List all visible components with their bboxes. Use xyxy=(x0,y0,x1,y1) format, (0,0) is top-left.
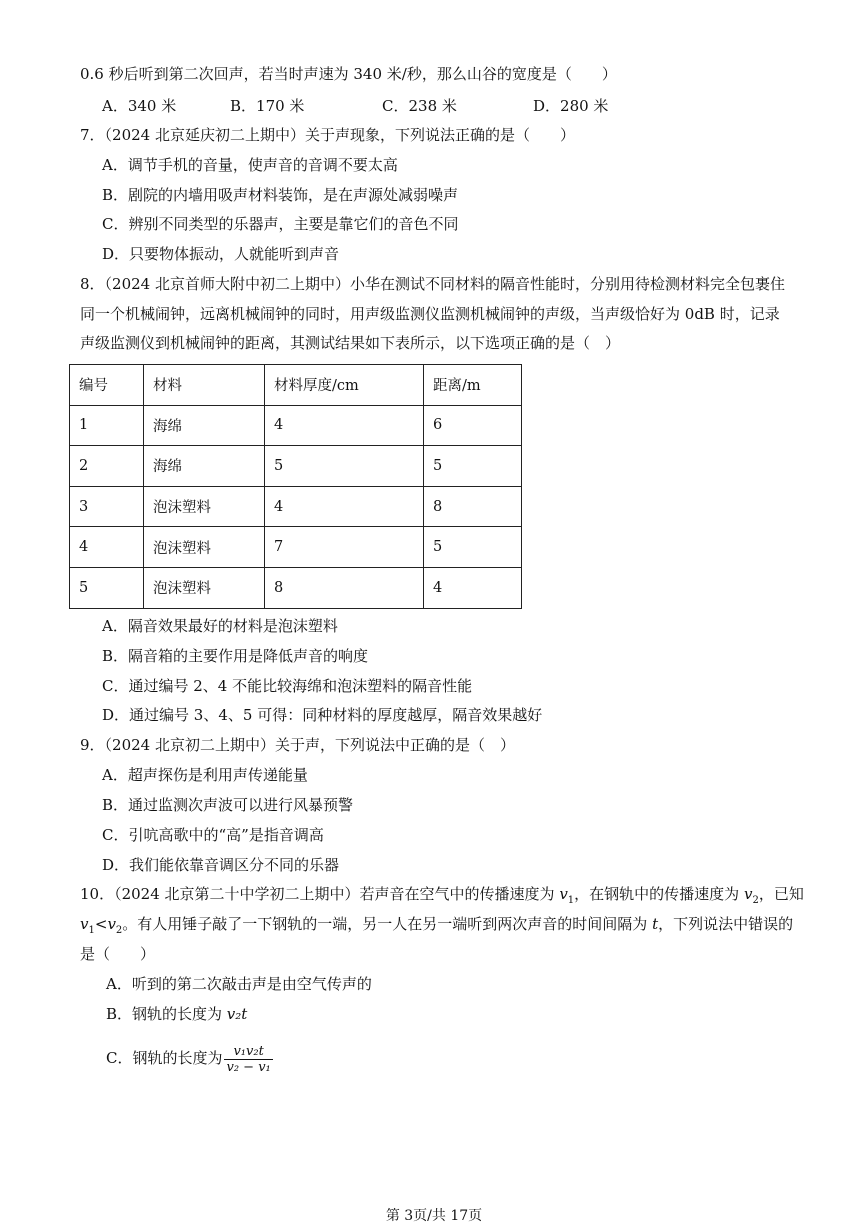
q6-stem: 0.6 秒后听到第二次回声，若当时声速为 340 米/秒，那么山谷的宽度是（ ） xyxy=(80,65,617,83)
table-cell: 3 xyxy=(70,486,144,527)
q10-option-c-fraction xyxy=(224,1044,272,1075)
q9-stem: 9．（2024 北京初二上期中）关于声，下列说法中正确的是（ ） xyxy=(80,736,515,754)
q7-option-d: D．只要物体振动，人就能听到声音 xyxy=(102,245,340,263)
q10-option-c-text: C．钢轨的长度为 xyxy=(106,1049,223,1067)
q7-stem: 7．（2024 北京延庆初二上期中）关于声现象，下列说法正确的是（ ） xyxy=(80,126,575,144)
q9-option-d: D．我们能依靠音调区分不同的乐器 xyxy=(102,856,340,874)
table-cell: 海绵 xyxy=(144,446,265,487)
table-cell: 5 xyxy=(424,446,522,487)
q9-option-a: A．超声探伤是利用声传递能量 xyxy=(102,766,308,784)
table-header-cell: 材料厚度/cm xyxy=(265,365,424,406)
q10-var-v: v xyxy=(743,885,753,903)
table-header-cell: 材料 xyxy=(144,365,265,406)
q6-option-d: D．280 米 xyxy=(533,97,609,115)
q10-stem-line-3: 是（ ） xyxy=(80,945,156,963)
q8-stem-line-2: 同一个机械闹钟，远离机械闹钟的同时，用声级监测仪监测机械闹钟的声级，当声级恰好为 0dB 时，记录 xyxy=(80,305,780,323)
q8-option-b: B．隔音箱的主要作用是降低声音的响度 xyxy=(102,647,369,665)
q10-var-v: v xyxy=(559,885,568,903)
q6-option-c: C．238 米 xyxy=(382,97,457,115)
table-cell: 8 xyxy=(424,486,522,527)
table-cell: 泡沫塑料 xyxy=(144,486,265,527)
q10-sub: 1 xyxy=(567,895,575,906)
q10-stem-text: ，下列说法中错误的 xyxy=(658,915,794,933)
q10-var-v: v xyxy=(80,915,89,933)
q6-option-a: A．340 米 xyxy=(102,97,177,115)
q10-option-b xyxy=(106,1004,247,1024)
q10-stem-text: ，在钢轨中的传播速度为 xyxy=(574,885,744,903)
table-cell: 5 xyxy=(70,567,144,608)
table-cell: 2 xyxy=(70,446,144,487)
table-cell: 8 xyxy=(265,567,424,608)
table-cell: 海绵 xyxy=(144,405,265,446)
q7-option-a: A．调节手机的音量，使声音的音调不要太高 xyxy=(102,156,398,174)
q9-option-c: C．引吭高歌中的“高”是指音调高 xyxy=(102,826,324,844)
q10-option-a: A．听到的第二次敲击声是由空气传声的 xyxy=(106,975,372,993)
table-cell: 4 xyxy=(265,486,424,527)
q8-option-a: A．隔音效果最好的材料是泡沫塑料 xyxy=(102,617,338,635)
q8-stem-line-1: 8．（2024 北京首师大附中初二上期中）小华在测试不同材料的隔音性能时，分别用待检测材料完全包裹住 xyxy=(80,275,785,293)
table-cell: 4 xyxy=(265,405,424,446)
q8-option-d: D．通过编号 3、4、5 可得：同种材料的厚度越厚，隔音效果越好 xyxy=(102,706,543,724)
table-cell: 6 xyxy=(424,405,522,446)
table-row xyxy=(70,446,522,487)
q10-stem-text: 10．（2024 北京第二十中学初二上期中）若声音在空气中的传播速度为 xyxy=(80,885,560,903)
table-cell: 4 xyxy=(424,567,522,608)
q10-stem-text: ，已知 xyxy=(758,885,804,903)
q8-data-table xyxy=(69,364,522,609)
table-cell: 泡沫塑料 xyxy=(144,567,265,608)
table-cell: 7 xyxy=(265,527,424,568)
table-row xyxy=(70,527,522,568)
table-row xyxy=(70,405,522,446)
table-cell: 5 xyxy=(265,446,424,487)
q8-stem-line-3: 声级监测仪到机械闹钟的距离，其测试结果如下表所示，以下选项正确的是（ ） xyxy=(80,334,621,352)
q10-var-v: v xyxy=(107,915,116,933)
q10-option-b-expr: v₂t xyxy=(226,1005,248,1023)
table-cell: 4 xyxy=(70,527,144,568)
q7-option-c: C．辨别不同类型的乐器声，主要是靠它们的音色不同 xyxy=(102,215,459,233)
table-header-cell: 编号 xyxy=(70,365,144,406)
q9-option-b: B．通过监测次声波可以进行风暴预警 xyxy=(102,796,354,814)
table-row xyxy=(70,567,522,608)
q10-option-b-text: B．钢轨的长度为 xyxy=(106,1005,227,1023)
table-cell: 5 xyxy=(424,527,522,568)
table-header-cell: 距离/m xyxy=(424,365,522,406)
q10-sub: 1 xyxy=(88,925,95,936)
table-cell: 1 xyxy=(70,405,144,446)
q10-sub: 2 xyxy=(752,895,759,906)
table-header-row xyxy=(70,365,522,406)
table-cell: 泡沫塑料 xyxy=(144,527,265,568)
q10-stem-line-2 xyxy=(80,914,793,941)
fraction-numerator: v₁v₂t xyxy=(224,1044,272,1060)
q10-var-t: t xyxy=(652,915,659,933)
q10-option-c xyxy=(106,1041,273,1075)
fraction-denominator: v₂ − v₁ xyxy=(226,1059,271,1075)
page-footer: 第 3页/共 17页 xyxy=(385,1208,483,1224)
q10-stem-text: 。有人用锤子敲了一下钢轨的一端，另一人在另一端听到两次声音的时间间隔为 xyxy=(122,915,653,933)
q10-sub: 2 xyxy=(115,925,123,936)
table-row xyxy=(70,486,522,527)
q8-option-c: C．通过编号 2、4 不能比较海绵和泡沫塑料的隔音性能 xyxy=(102,677,473,695)
q6-option-b: B．170 米 xyxy=(230,97,305,115)
q10-stem-line-1 xyxy=(80,884,804,911)
q7-option-b: B．剧院的内墙用吸声材料装饰，是在声源处减弱噪声 xyxy=(102,186,459,204)
q10-stem-text: < xyxy=(94,915,108,933)
